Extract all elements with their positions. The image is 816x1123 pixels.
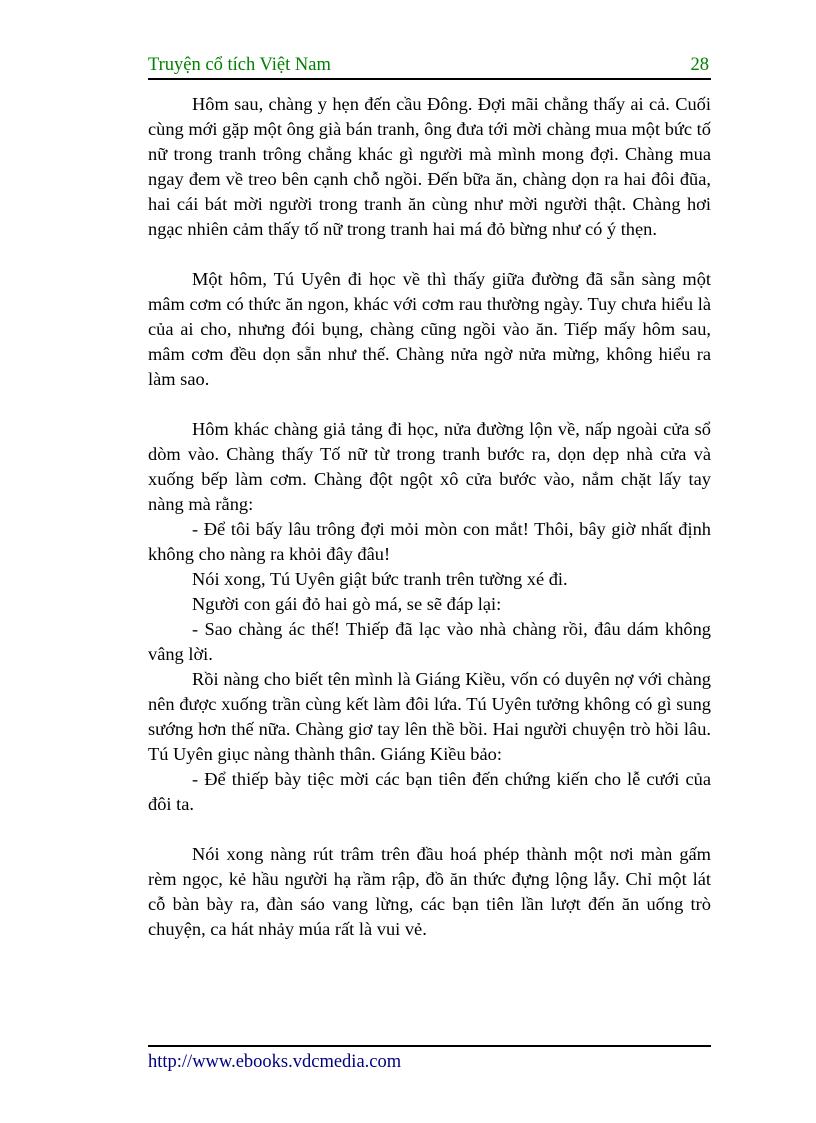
- paragraph: Nói xong, Tú Uyên giật bức tranh trên tường xé đi.: [192, 569, 568, 589]
- paragraph: Một hôm, Tú Uyên đi học về thì thấy giữa đường đã sẵn sàng một mâm cơm có thức ăn ngon, khác với cơm rau thường ngày. Tuy chưa hiểu là của ai cho, nhưng đói bụng, chàng cũng ngồi vào ăn. Tiếp mấy hôm sau, mâm cơm đều dọn sẵn như thế. Chàng nửa ngờ nửa mừng, không hiểu ra làm sao.: [148, 269, 711, 389]
- dialogue-line: - Để tôi bấy lâu trông đợi mỏi mòn con mắt! Thôi, bây giờ nhất định không cho nàng ra khỏi đây đâu!: [148, 519, 711, 564]
- page-header: [148, 52, 711, 80]
- paragraph: Hôm khác chàng giả tảng đi học, nửa đường lộn về, nấp ngoài cửa sổ dòm vào. Chàng thấy Tố nữ từ trong tranh bước ra, dọn dẹp nhà cửa và xuống bếp làm cơm. Chàng đột ngột xô cửa bước vào, nắm chặt lấy tay nàng mà rằng:: [148, 419, 711, 514]
- page-body: [148, 92, 711, 942]
- book-title: Truyện cổ tích Việt Nam: [148, 55, 331, 75]
- paragraph: Rồi nàng cho biết tên mình là Giáng Kiều, vốn có duyên nợ với chàng nên được xuống trần cùng kết làm đôi lứa. Tú Uyên tưởng không có gì sung sướng hơn thế nữa. Chàng giơ tay lên thề bồi. Hai người chuyện trò hồi lâu. Tú Uyên giục nàng thành thân. Giáng Kiều bảo:: [148, 669, 711, 764]
- page-footer: [148, 1045, 711, 1073]
- page-number: 28: [690, 55, 709, 75]
- paragraph: Người con gái đỏ hai gò má, se sẽ đáp lại:: [192, 594, 502, 614]
- dialogue-line: - Sao chàng ác thế! Thiếp đã lạc vào nhà chàng rồi, đâu dám không vâng lời.: [148, 619, 711, 664]
- paragraph: Hôm sau, chàng y hẹn đến cầu Đông. Đợi mãi chẳng thấy ai cả. Cuối cùng mới gặp một ông già bán tranh, ông đưa tới mời chàng mua một bức tố nữ trong tranh trông chẳng khác gì người mà mình mong đợi. Chàng mua ngay đem về treo bên cạnh chỗ ngồi. Đến bữa ăn, chàng dọn ra hai đôi đũa, hai cái bát mời người trong tranh ăn cùng như mời người thật. Chàng hơi ngạc nhiên cảm thấy tố nữ trong tranh hai má đỏ bừng như có ý thẹn.: [148, 94, 711, 239]
- footer-url-link[interactable]: http://www.ebooks.vdcmedia.com: [148, 1052, 402, 1072]
- dialogue-line: - Để thiếp bày tiệc mời các bạn tiên đến chứng kiến cho lễ cưới của đôi ta.: [148, 769, 711, 814]
- paragraph: Nói xong nàng rút trâm trên đầu hoá phép thành một nơi màn gấm rèm ngọc, kẻ hầu người hạ rầm rập, đồ ăn thức đựng lộng lẫy. Chỉ một lát cỗ bàn bày ra, đàn sáo vang lừng, các bạn tiên lần lượt đến ăn uống trò chuyện, ca hát nhảy múa rất là vui vẻ.: [148, 844, 711, 939]
